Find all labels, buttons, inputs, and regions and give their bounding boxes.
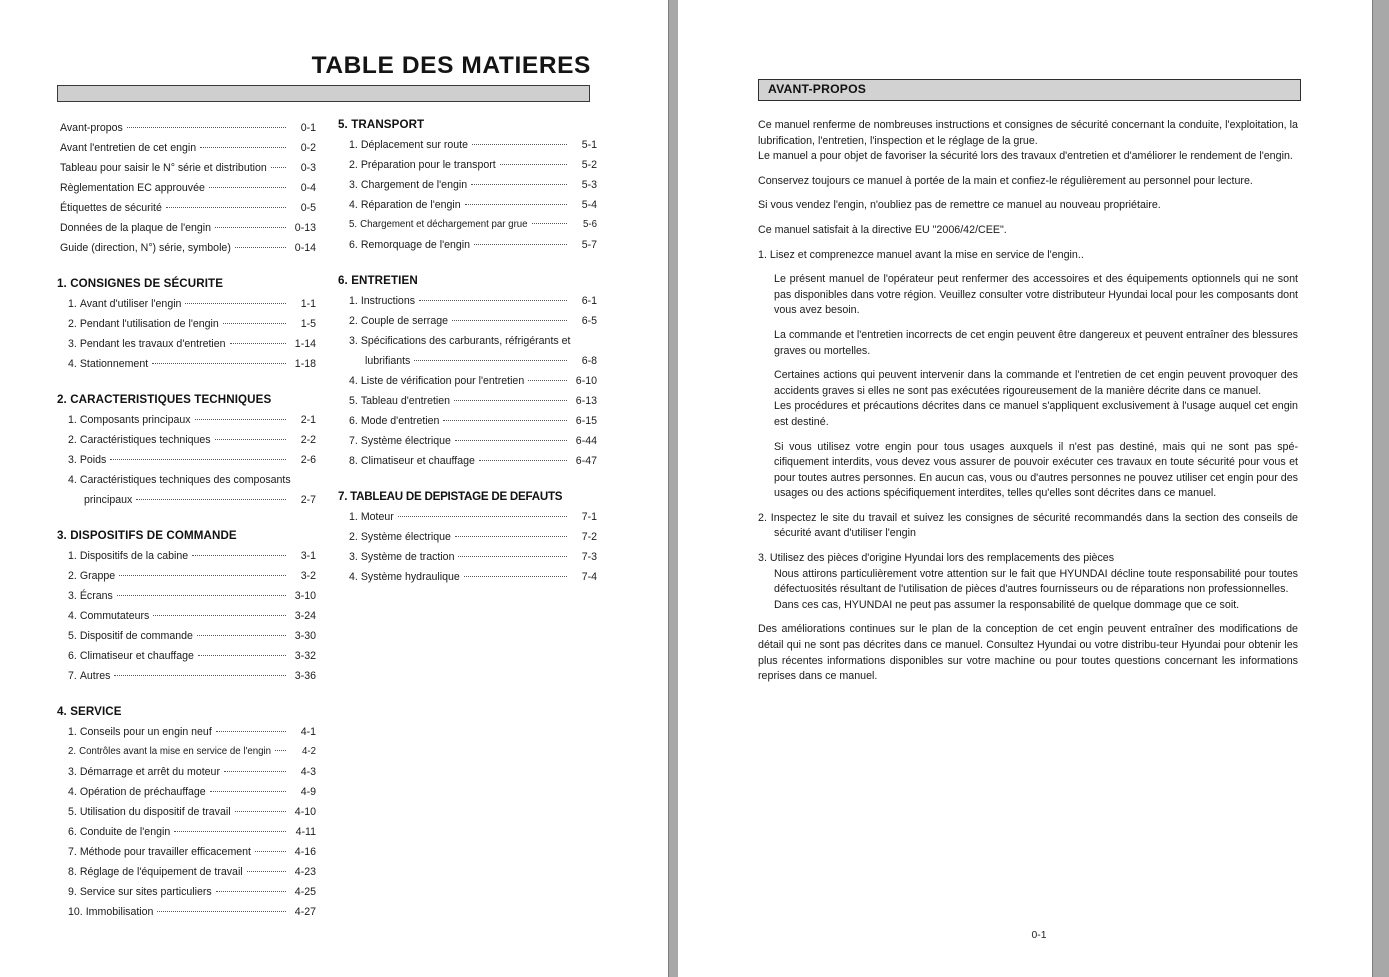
toc-dot-leader bbox=[215, 439, 286, 440]
toc-entry[interactable] bbox=[57, 218, 316, 238]
toc-group bbox=[338, 274, 597, 471]
toc-entry[interactable] bbox=[338, 431, 597, 451]
toc-entry-page: 0-1 bbox=[300, 122, 316, 134]
avant-propos-body bbox=[758, 118, 1298, 694]
toc-section-heading[interactable]: 3. DISPOSITIFS DE COMMANDE bbox=[57, 529, 237, 542]
toc-entry-label: Immobilisation bbox=[85, 906, 154, 918]
toc-entry-page: 5-2 bbox=[581, 159, 597, 171]
toc-entry-page: 2-2 bbox=[300, 434, 316, 446]
toc-entry-label: Déplacement sur route bbox=[360, 139, 469, 151]
toc-entry[interactable] bbox=[338, 351, 597, 371]
toc-entry-number: 1. bbox=[349, 511, 358, 523]
toc-entry-page: 0-14 bbox=[294, 242, 316, 254]
toc-entry[interactable] bbox=[57, 198, 316, 218]
toc-entry-number: 6. bbox=[68, 826, 77, 838]
toc-entry[interactable] bbox=[338, 391, 597, 411]
toc-entry-number: 4. bbox=[349, 199, 358, 211]
toc-entry-label: Données de la plaque de l'engin bbox=[60, 222, 212, 234]
title-rule-bar bbox=[57, 85, 590, 102]
body-paragraph: Les procédures et précautions décrites dans ce manuel s'appliquent exclusivement à l'usage auquel cet engin est destiné. bbox=[774, 400, 1298, 428]
toc-group-gap bbox=[57, 258, 316, 277]
toc-entry[interactable] bbox=[338, 547, 597, 567]
toc-dot-leader bbox=[157, 911, 286, 912]
toc-entry-page: 3-1 bbox=[300, 550, 316, 562]
toc-entry-page: 0-2 bbox=[300, 142, 316, 154]
toc-entry-number: 9. bbox=[68, 886, 77, 898]
toc-section-heading[interactable]: 2. CARACTERISTIQUES TECHNIQUES bbox=[57, 393, 272, 406]
toc-entry-number: 10. bbox=[68, 906, 83, 918]
page-number-value: 0-1 bbox=[1031, 930, 1047, 941]
toc-dot-leader bbox=[209, 187, 286, 188]
toc-entry[interactable] bbox=[57, 354, 316, 374]
toc-entry-page: 3-10 bbox=[294, 590, 316, 602]
toc-dot-leader bbox=[210, 791, 286, 792]
toc-entry-label: Liste de vérification pour l'entretien bbox=[360, 375, 525, 387]
toc-entry-label: Instructions bbox=[360, 295, 416, 307]
body-paragraph: La commande et l'entretien incorrects de cet engin peuvent être dangereux et peuvent entraîner des blessures graves ou mortelles. bbox=[774, 328, 1298, 357]
toc-entry-number: 2. bbox=[68, 318, 77, 330]
toc-dot-leader bbox=[192, 555, 286, 556]
toc-entry-label: Système hydraulique bbox=[360, 571, 460, 583]
left-page bbox=[0, 0, 668, 977]
toc-entry[interactable] bbox=[57, 646, 316, 666]
toc-dot-leader bbox=[419, 300, 567, 301]
toc-entry[interactable] bbox=[57, 158, 316, 178]
toc-group-gap bbox=[57, 374, 316, 393]
toc-entry[interactable] bbox=[57, 450, 316, 470]
toc-entry[interactable] bbox=[338, 235, 597, 255]
toc-entry-number: 1. bbox=[349, 295, 358, 307]
toc-group bbox=[57, 529, 316, 686]
toc-entry[interactable] bbox=[57, 238, 316, 258]
toc-entry-label: Commutateurs bbox=[79, 610, 150, 622]
toc-entry-page: 4-11 bbox=[295, 826, 316, 838]
toc-entry-label: Mode d'entretien bbox=[360, 415, 440, 427]
toc-section-heading[interactable]: 5. TRANSPORT bbox=[338, 118, 425, 131]
toc-entry[interactable] bbox=[57, 822, 316, 842]
toc-entry[interactable] bbox=[338, 371, 597, 391]
toc-dot-leader bbox=[114, 675, 286, 676]
toc-entry-page: 3-24 bbox=[294, 610, 316, 622]
toc-dot-leader bbox=[247, 871, 286, 872]
toc-entry-page: 7-4 bbox=[581, 571, 597, 583]
toc-entry-number: 1. bbox=[349, 139, 358, 151]
toc-entry-label: Dispositifs de la cabine bbox=[79, 550, 189, 562]
toc-group-gap bbox=[338, 471, 597, 490]
toc-entry[interactable] bbox=[57, 842, 316, 862]
toc-dot-leader bbox=[474, 244, 567, 245]
toc-entry-label: Conseils pour un engin neuf bbox=[79, 726, 212, 738]
toc-entry[interactable] bbox=[338, 527, 597, 547]
toc-dot-leader bbox=[200, 147, 286, 148]
toc-entry-page: 4-27 bbox=[294, 906, 316, 918]
toc-entry-number: 3. bbox=[68, 766, 77, 778]
toc-entry-page: 3-2 bbox=[300, 570, 316, 582]
toc-dot-leader bbox=[398, 516, 567, 517]
toc-entry[interactable] bbox=[57, 430, 316, 450]
toc-entry-page: 5-7 bbox=[581, 239, 597, 251]
toc-entry-label: principaux bbox=[84, 494, 133, 506]
body-paragraph: Ce manuel renferme de nombreuses instructions et consignes de sécurité concernant la conduite, l'exploitation, la lubrification, l'entretien, l'inspection et le réglage de la grue. bbox=[758, 119, 1298, 147]
toc-entry-number: 3. bbox=[349, 179, 358, 191]
toc-entry-number: 2. bbox=[68, 746, 77, 757]
toc-columns bbox=[57, 118, 597, 922]
toc-dot-leader bbox=[452, 320, 567, 321]
toc-entry-number: 1. bbox=[68, 414, 77, 426]
toc-entry-page: 4-2 bbox=[301, 746, 316, 757]
toc-entry-number: 2. bbox=[349, 159, 358, 171]
toc-entry[interactable] bbox=[338, 331, 597, 351]
toc-entry-label: Avant d'utiliser l'engin bbox=[79, 298, 182, 310]
toc-entry-label: Système électrique bbox=[360, 531, 451, 543]
toc-dot-leader bbox=[110, 459, 286, 460]
toc-entry[interactable] bbox=[57, 490, 316, 510]
toc-entry-page: 6-15 bbox=[575, 415, 597, 427]
section-title-text: AVANT-PROPOS bbox=[768, 82, 867, 96]
toc-group-gap bbox=[57, 686, 316, 705]
toc-group bbox=[57, 118, 316, 258]
toc-entry-page: 6-10 bbox=[575, 375, 597, 387]
toc-entry-page: 6-47 bbox=[575, 455, 597, 467]
body-paragraph: 2. Inspectez le site du travail et suivez les consignes de sécurité recommandés dans la section des conseils de sécurité avant d'utiliser l'engin bbox=[758, 511, 1298, 540]
toc-entry-number: 4. bbox=[68, 358, 77, 370]
toc-group bbox=[338, 490, 597, 587]
toc-dot-leader bbox=[255, 851, 286, 852]
toc-entry-number: 7. bbox=[68, 670, 77, 682]
toc-dot-leader bbox=[471, 184, 567, 185]
toc-entry[interactable] bbox=[57, 546, 316, 566]
toc-entry-label: Remorquage de l'engin bbox=[360, 239, 471, 251]
toc-entry-number: 2. bbox=[349, 531, 358, 543]
toc-entry-page: 1-18 bbox=[294, 358, 316, 370]
toc-dot-leader bbox=[117, 595, 286, 596]
toc-entry-number: 1. bbox=[68, 726, 77, 738]
toc-section-heading[interactable]: 7. TABLEAU DE DEPISTAGE DE DEFAUTS bbox=[338, 490, 563, 503]
body-paragraph: Nous attirons particulièrement votre attention sur le fait que HYUNDAI décline toute responsabilité pour toutes défectuosités résultant de l'utilisation de pièces d'autres fournisseurs ou de réparations non professionnelles. bbox=[774, 567, 1298, 596]
toc-group bbox=[338, 118, 597, 255]
page-number bbox=[678, 930, 1372, 941]
toc-dot-leader bbox=[216, 731, 286, 732]
toc-entry-label: Caractéristiques techniques des composants bbox=[79, 474, 291, 486]
toc-entry[interactable] bbox=[338, 135, 597, 155]
body-paragraph: Si vous vendez l'engin, n'oubliez pas de remettre ce manuel au nouveau propriétaire. bbox=[758, 199, 1161, 212]
toc-entry-label: Moteur bbox=[360, 511, 394, 523]
toc-entry[interactable] bbox=[57, 862, 316, 882]
toc-entry-number: 5. bbox=[68, 630, 77, 642]
toc-entry-page: 6-44 bbox=[575, 435, 597, 447]
toc-entry-number: 6. bbox=[68, 650, 77, 662]
toc-entry[interactable] bbox=[57, 666, 316, 686]
body-paragraph: Des améliorations continues sur le plan de la conception de cet engin peuvent entraîner des modifications de détail qui ne sont pas décrites dans ce manuel. Consultez Hyundai ou votre distribu-teur Hyundai pour obtenir les plus récentes informations disponibles sur votre machine ou pour toutes questions concernant les informations reprises dans ce manuel. bbox=[758, 623, 1298, 683]
toc-dot-leader bbox=[224, 771, 286, 772]
toc-dot-leader bbox=[235, 247, 286, 248]
toc-entry[interactable] bbox=[57, 314, 316, 334]
toc-section-heading[interactable]: 4. SERVICE bbox=[57, 705, 122, 718]
toc-entry-label: Autres bbox=[79, 670, 111, 682]
toc-entry-label: Étiquettes de sécurité bbox=[60, 202, 162, 214]
toc-dot-leader bbox=[532, 223, 567, 224]
toc-entry-label: Réparation de l'engin bbox=[360, 199, 461, 211]
toc-entry-number: 2. bbox=[349, 315, 358, 327]
toc-dot-leader bbox=[195, 419, 286, 420]
toc-entry[interactable] bbox=[338, 507, 597, 527]
toc-entry-page: 1-14 bbox=[294, 338, 316, 350]
toc-entry-label: lubrifiants bbox=[365, 355, 411, 367]
toc-entry[interactable] bbox=[338, 411, 597, 431]
toc-entry[interactable] bbox=[338, 291, 597, 311]
toc-entry-number: 7. bbox=[349, 435, 358, 447]
toc-entry-page: 1-1 bbox=[300, 298, 316, 310]
toc-entry-page: 6-8 bbox=[581, 355, 597, 367]
toc-entry-label: Dispositif de commande bbox=[79, 630, 193, 642]
toc-entry-label: Préparation pour le transport bbox=[360, 159, 496, 171]
toc-dot-leader bbox=[275, 750, 286, 751]
toc-entry[interactable] bbox=[57, 294, 316, 314]
toc-entry-label: Règlementation EC approuvée bbox=[60, 182, 205, 194]
toc-entry-page: 3-36 bbox=[294, 670, 316, 682]
body-paragraph: 3. Utilisez des pièces d'origine Hyundai lors des remplacements des pièces bbox=[758, 552, 1115, 565]
toc-dot-leader bbox=[414, 360, 567, 361]
toc-entry-label: Système de traction bbox=[360, 551, 455, 563]
toc-column bbox=[338, 118, 597, 587]
toc-dot-leader bbox=[500, 164, 567, 165]
toc-entry[interactable] bbox=[57, 334, 316, 354]
toc-entry-label: Tableau pour saisir le N° série et distribution bbox=[60, 162, 267, 174]
toc-entry-number: 2. bbox=[68, 434, 77, 446]
toc-entry-label: Utilisation du dispositif de travail bbox=[79, 806, 231, 818]
toc-entry-page: 4-1 bbox=[300, 726, 316, 738]
toc-dot-leader bbox=[443, 420, 567, 421]
toc-entry-label: Climatiseur et chauffage bbox=[360, 455, 475, 467]
toc-dot-leader bbox=[458, 556, 567, 557]
toc-entry-page: 0-3 bbox=[300, 162, 316, 174]
toc-entry-page: 2-7 bbox=[300, 494, 316, 506]
toc-dot-leader bbox=[216, 891, 286, 892]
toc-entry[interactable] bbox=[57, 882, 316, 902]
toc-entry-label: Conduite de l'engin bbox=[79, 826, 171, 838]
toc-dot-leader bbox=[119, 575, 286, 576]
toc-entry-page: 2-1 bbox=[300, 414, 316, 426]
toc-dot-leader bbox=[136, 499, 286, 500]
toc-entry[interactable] bbox=[57, 762, 316, 782]
toc-entry-number: 6. bbox=[349, 415, 358, 427]
toc-dot-leader bbox=[454, 400, 567, 401]
toc-entry-page: 2-6 bbox=[300, 454, 316, 466]
toc-entry[interactable] bbox=[338, 311, 597, 331]
body-paragraph: Certaines actions qui peuvent intervenir dans la commande et l'entretien de cet engin peuvent provoquer des accidents graves si elles ne sont pas exécutées rigoureusement de la manière décrite dans ce manuel. bbox=[774, 369, 1298, 397]
toc-entry[interactable] bbox=[338, 155, 597, 175]
page-title: TABLE DES MATIERES bbox=[311, 52, 591, 79]
toc-dot-leader bbox=[479, 460, 567, 461]
body-paragraph: Dans ces cas, HYUNDAI ne peut pas assumer la responsabilité de quelque dommage que ce soit. bbox=[774, 598, 1240, 611]
toc-entry[interactable] bbox=[57, 626, 316, 646]
toc-entry-number: 3. bbox=[349, 551, 358, 563]
toc-entry[interactable] bbox=[338, 567, 597, 587]
toc-entry-page: 1-5 bbox=[300, 318, 316, 330]
toc-entry[interactable] bbox=[57, 566, 316, 586]
toc-entry[interactable] bbox=[57, 782, 316, 802]
toc-entry[interactable] bbox=[57, 470, 316, 490]
toc-dot-leader bbox=[455, 440, 567, 441]
toc-dot-leader bbox=[166, 207, 286, 208]
toc-dot-leader bbox=[235, 811, 286, 812]
toc-group bbox=[57, 393, 316, 510]
toc-dot-leader bbox=[185, 303, 286, 304]
toc-entry-page: 4-9 bbox=[300, 786, 316, 798]
toc-dot-leader bbox=[127, 127, 286, 128]
toc-entry-label: Guide (direction, N°) série, symbole) bbox=[60, 242, 231, 254]
toc-entry[interactable] bbox=[57, 118, 316, 138]
toc-entry-number: 8. bbox=[349, 455, 358, 467]
toc-entry-page: 5-4 bbox=[581, 199, 597, 211]
toc-dot-leader bbox=[198, 655, 286, 656]
toc-entry-page: 4-23 bbox=[294, 866, 316, 878]
toc-entry-page: 3-32 bbox=[294, 650, 316, 662]
toc-entry[interactable] bbox=[57, 178, 316, 198]
toc-entry-page: 5-1 bbox=[581, 139, 597, 151]
toc-dot-leader bbox=[271, 167, 286, 168]
toc-entry-label: Climatiseur et chauffage bbox=[79, 650, 194, 662]
toc-entry-number: 3. bbox=[349, 335, 358, 347]
toc-entry-label: Chargement et déchargement par grue bbox=[360, 219, 528, 230]
toc-entry-label: Démarrage et arrêt du moteur bbox=[79, 766, 220, 778]
toc-entry-label: Opération de préchauffage bbox=[79, 786, 206, 798]
toc-dot-leader bbox=[215, 227, 286, 228]
toc-entry-label: Avant-propos bbox=[60, 122, 123, 134]
toc-group-gap bbox=[338, 255, 597, 274]
toc-dot-leader bbox=[223, 323, 286, 324]
toc-entry[interactable] bbox=[338, 195, 597, 215]
toc-entry-page: 5-3 bbox=[581, 179, 597, 191]
toc-dot-leader bbox=[230, 343, 286, 344]
toc-entry[interactable] bbox=[57, 606, 316, 626]
toc-entry[interactable] bbox=[57, 802, 316, 822]
toc-dot-leader bbox=[197, 635, 286, 636]
body-paragraph: Si vous utilisez votre engin pour tous usages auxquels il n'est pas destiné, mais qui ne sont pas spé-cifiquement interdits, vous devez vous assurer de pouvoir exécuter ces travaux en toute sécurité pour vous et pour toutes autres personnes. En aucun cas, vous ou d'autres personnes ne pouvez utiliser cet engin pour des usages ou des actions spécifiquement interdites, telles qu'elles sont décrites dans ce manuel. bbox=[774, 440, 1298, 500]
right-page bbox=[678, 0, 1372, 977]
toc-entry-label: Avant l'entretien de cet engin bbox=[60, 142, 197, 154]
toc-dot-leader bbox=[153, 615, 286, 616]
body-paragraph: Le manuel a pour objet de favoriser la sécurité lors des travaux d'entretien et d'améliorer le rendement de l'engin. bbox=[758, 150, 1293, 163]
toc-entry-number: 3. bbox=[68, 590, 77, 602]
toc-entry-page: 7-2 bbox=[581, 531, 597, 543]
toc-entry[interactable] bbox=[57, 410, 316, 430]
toc-entry-label: Chargement de l'engin bbox=[360, 179, 468, 191]
toc-entry-number: 4. bbox=[349, 571, 358, 583]
toc-entry-number: 5. bbox=[68, 806, 77, 818]
toc-entry[interactable] bbox=[57, 586, 316, 606]
right-edge-strip bbox=[1372, 0, 1389, 977]
body-paragraph: Conservez toujours ce manuel à portée de la main et confiez-le régulièrement au personnel pour lecture. bbox=[758, 174, 1253, 187]
toc-dot-leader bbox=[174, 831, 286, 832]
toc-section-heading[interactable]: 1. CONSIGNES DE SÉCURITE bbox=[57, 277, 224, 290]
toc-entry-number: 4. bbox=[68, 786, 77, 798]
toc-entry-page: 7-1 bbox=[581, 511, 597, 523]
toc-entry-number: 4. bbox=[349, 375, 358, 387]
toc-entry-number: 3. bbox=[68, 338, 77, 350]
body-paragraph: Le présent manuel de l'opérateur peut renfermer des accessoires et des équipements optionnels qui ne sont pas disponibles dans votre région. Veuillez consulter votre distributeur Hyundai local pour les composants dont vous avez besoin. bbox=[774, 273, 1298, 317]
toc-entry-label: Spécifications des carburants, réfrigérants et bbox=[360, 335, 571, 347]
toc-entry-page: 0-13 bbox=[294, 222, 316, 234]
toc-entry-page: 0-4 bbox=[300, 182, 316, 194]
toc-entry[interactable] bbox=[338, 175, 597, 195]
toc-entry[interactable] bbox=[57, 138, 316, 158]
toc-entry-page: 4-10 bbox=[294, 806, 316, 818]
toc-dot-leader bbox=[528, 380, 567, 381]
toc-entry-label: Réglage de l'équipement de travail bbox=[79, 866, 243, 878]
toc-entry-label: Méthode pour travailler efficacement bbox=[79, 846, 252, 858]
toc-entry-number: 2. bbox=[68, 570, 77, 582]
toc-group-gap bbox=[57, 510, 316, 529]
toc-entry[interactable] bbox=[338, 215, 597, 235]
toc-entry-number: 5. bbox=[349, 395, 358, 407]
toc-entry-page: 6-13 bbox=[575, 395, 597, 407]
toc-column bbox=[57, 118, 316, 922]
toc-entry-label: Contrôles avant la mise en service de l'engin bbox=[79, 746, 272, 757]
toc-entry-label: Couple de serrage bbox=[360, 315, 449, 327]
toc-entry-label: Composants principaux bbox=[79, 414, 191, 426]
toc-entry-page: 4-3 bbox=[300, 766, 316, 778]
toc-entry-number: 4. bbox=[68, 610, 77, 622]
toc-entry-page: 3-30 bbox=[294, 630, 316, 642]
toc-dot-leader bbox=[464, 576, 567, 577]
toc-entry-number: 8. bbox=[68, 866, 77, 878]
toc-entry-number: 1. bbox=[68, 298, 77, 310]
body-paragraph: 1. Lisez et comprenezce manuel avant la mise en service de l'engin.. bbox=[758, 248, 1084, 261]
toc-entry-number: 6. bbox=[349, 239, 358, 251]
toc-dot-leader bbox=[465, 204, 567, 205]
toc-entry-label: Grappe bbox=[79, 570, 116, 582]
toc-entry[interactable] bbox=[57, 902, 316, 922]
toc-entry-label: Poids bbox=[79, 454, 107, 466]
toc-entry-page: 4-16 bbox=[294, 846, 316, 858]
body-paragraph: Ce manuel satisfait à la directive EU "2006/42/CEE". bbox=[758, 223, 1007, 236]
toc-entry-label: Système électrique bbox=[360, 435, 451, 447]
toc-entry-number: 3. bbox=[68, 454, 77, 466]
toc-entry-label: Caractéristiques techniques bbox=[79, 434, 211, 446]
toc-dot-leader bbox=[472, 144, 567, 145]
toc-entry-page: 6-5 bbox=[581, 315, 597, 327]
toc-entry-label: Pendant l'utilisation de l'engin bbox=[79, 318, 219, 330]
toc-group bbox=[57, 705, 316, 922]
toc-group bbox=[57, 277, 316, 374]
toc-entry-page: 6-1 bbox=[581, 295, 597, 307]
toc-entry-page: 5-6 bbox=[582, 219, 597, 230]
toc-entry-number: 4. bbox=[68, 474, 77, 486]
toc-entry-number: 7. bbox=[68, 846, 77, 858]
toc-entry-number: 5. bbox=[349, 219, 358, 230]
toc-entry-page: 0-5 bbox=[300, 202, 316, 214]
toc-entry-label: Service sur sites particuliers bbox=[79, 886, 212, 898]
toc-dot-leader bbox=[152, 363, 286, 364]
toc-entry-page: 4-25 bbox=[294, 886, 316, 898]
toc-dot-leader bbox=[455, 536, 567, 537]
toc-entry-number: 1. bbox=[68, 550, 77, 562]
toc-entry-label: Tableau d'entretien bbox=[360, 395, 451, 407]
toc-entry[interactable] bbox=[57, 742, 316, 762]
section-title-bar bbox=[758, 79, 1301, 101]
toc-entry-label: Écrans bbox=[79, 590, 113, 602]
toc-entry[interactable] bbox=[57, 722, 316, 742]
toc-section-heading[interactable]: 6. ENTRETIEN bbox=[338, 274, 418, 287]
toc-entry-label: Stationnement bbox=[79, 358, 149, 370]
toc-entry-label: Pendant les travaux d'entretien bbox=[79, 338, 226, 350]
toc-entry-page: 7-3 bbox=[581, 551, 597, 563]
toc-entry[interactable] bbox=[338, 451, 597, 471]
